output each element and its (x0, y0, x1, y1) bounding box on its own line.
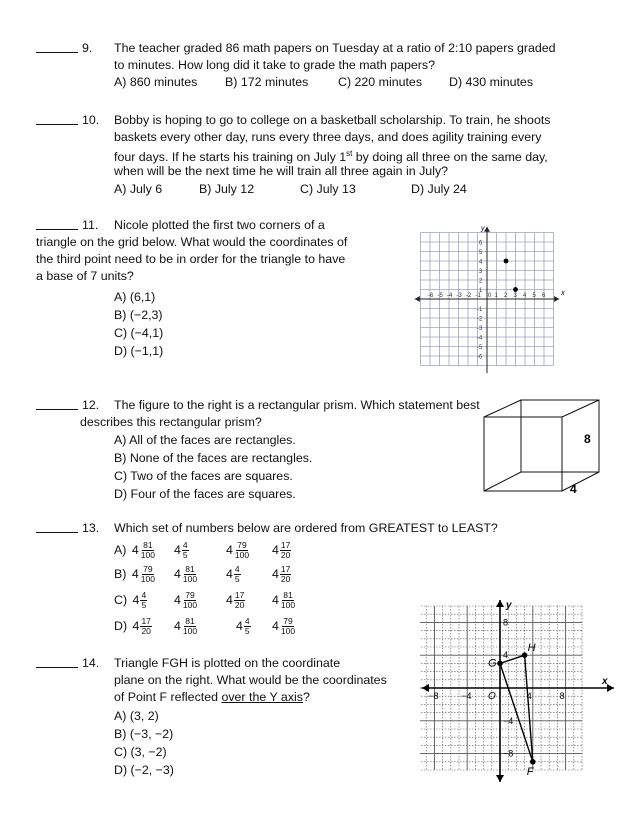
x-tick-label: 0 (488, 293, 492, 299)
prism-front-face (484, 417, 562, 491)
choice-b[interactable]: B) (−3, −2) (114, 727, 174, 741)
point-label-f: F (526, 765, 534, 778)
y-axis-arrow (484, 227, 490, 232)
choice-c[interactable]: C) Two of the faces are squares. (114, 469, 293, 483)
x-tick-label: 8 (559, 691, 565, 701)
y-axis-label: y (506, 600, 512, 611)
x-tick-label: 1 (494, 293, 498, 299)
x-tick-label: -3 (456, 293, 462, 299)
choice-a[interactable]: A) 860 minutes (114, 75, 198, 89)
x-tick-label: 3 (513, 293, 517, 299)
x-tick-label: -6 (428, 293, 434, 299)
point-label-g: G (488, 657, 497, 670)
y-tick-label: 8 (503, 617, 509, 628)
answer-blank[interactable] (36, 40, 78, 57)
y-tick-label: -4 (477, 335, 483, 342)
choice-a-term: 4 $\frac{4}{5}$ (174, 540, 188, 561)
plotted-point (504, 259, 509, 264)
y-axis-label: y (481, 225, 485, 233)
x-tick-label: −4 (461, 691, 472, 701)
choice-b-term: 4 $\frac{4}{5}$ (226, 564, 240, 585)
choice-b-term: 4 $\frac{17}{20}$ (272, 564, 291, 585)
choice-d[interactable]: D) July 24 (411, 182, 467, 196)
rectangular-prism-figure (480, 396, 606, 500)
question-number: 14. (82, 656, 100, 670)
choice-a[interactable]: A) July 6 (114, 182, 163, 196)
y-axis-arrow (496, 600, 504, 607)
y-tick-label: 2 (479, 278, 483, 285)
x-axis-arrow (554, 296, 559, 302)
choice-d[interactable]: D) (−1,1) (114, 344, 164, 358)
x-tick-label: 6 (542, 293, 546, 299)
choice-b[interactable]: B) July 12 (199, 182, 255, 196)
x-tick-label: −8 (428, 691, 439, 701)
x-tick-label: 5 (532, 293, 536, 299)
answer-blank[interactable] (36, 655, 78, 672)
question-text: baskets every other day, runs every three days, and does agility training every (114, 130, 542, 144)
x-tick-label: 4 (523, 293, 527, 299)
choice-c-term: 4 $\frac{81}{100}$ (272, 590, 296, 611)
question-text: plane on the right. What would be the coordinates (114, 673, 387, 687)
y-tick-label: 1 (479, 288, 483, 294)
y-tick-label: 3 (479, 269, 483, 275)
origin-label: O (488, 691, 496, 702)
choice-d-term: 4 $\frac{4}{5}$ (236, 616, 250, 637)
choice-c[interactable]: C) July 13 (300, 182, 356, 196)
choice-d[interactable]: D) 430 minutes (449, 75, 534, 89)
y-tick-label: -1 (477, 307, 483, 313)
y-tick-label: -2 (477, 316, 483, 323)
y-tick-label: -6 (477, 354, 483, 361)
choice-b[interactable]: B) 172 minutes (225, 75, 309, 89)
choice-b[interactable]: B) 4 $\frac{79}{100}$ (114, 564, 155, 585)
answer-blank[interactable] (36, 520, 78, 537)
point-f (530, 759, 536, 765)
choice-a[interactable]: A) (3, 2) (114, 709, 159, 723)
question-text: to minutes. How long did it take to grade the math papers? (114, 58, 435, 72)
question-number: 13. (82, 521, 100, 535)
choice-b-term: 4 $\frac{81}{100}$ (174, 564, 198, 585)
choice-c-term: 4 $\frac{79}{100}$ (174, 590, 198, 611)
y-tick-label: 4 (503, 650, 509, 661)
x-tick-label: 2 (504, 293, 508, 299)
question-text: a base of 7 units? (36, 269, 134, 283)
choice-d-term: 4 $\frac{79}{100}$ (272, 616, 296, 637)
question-number: 12. (82, 398, 100, 412)
x-tick-label: -2 (466, 293, 472, 299)
y-tick-label: 5 (479, 250, 483, 256)
choice-c[interactable]: C) 220 minutes (338, 75, 423, 89)
choice-a[interactable]: A) 4 $\frac{81}{100}$ (114, 540, 155, 561)
point-label-h: H (527, 642, 536, 655)
question-number: 10. (82, 113, 100, 127)
answer-blank[interactable] (36, 217, 78, 234)
y-tick-label: −4 (503, 715, 514, 726)
choice-b[interactable]: B) (−2,3) (114, 308, 163, 322)
x-axis-label: x (561, 290, 565, 297)
choice-d[interactable]: D) (−2, −3) (114, 763, 174, 777)
y-tick-label: -5 (477, 345, 483, 351)
choice-c[interactable]: C) (3, −2) (114, 745, 167, 759)
plotted-point (513, 287, 518, 292)
x-axis-label: x (602, 676, 608, 687)
y-tick-label: −8 (503, 748, 514, 759)
y-tick-label: 6 (479, 240, 483, 247)
x-tick-label: -5 (437, 293, 443, 299)
coordinate-plane-q14 (420, 598, 616, 784)
question-text: the third point need to be in order for the triangle to have (36, 252, 346, 266)
choice-d-term: 4 $\frac{81}{100}$ (174, 616, 198, 637)
y-axis-arrow (496, 775, 504, 782)
question-text: when will be the next time he will train all three again in July? (114, 164, 449, 178)
question-number: 11. (82, 218, 99, 232)
choice-c[interactable]: C) 4 $\frac{4}{5}$ (114, 590, 147, 611)
question-text: The figure to the right is a rectangular prism. Which statement best (114, 398, 480, 412)
coordinate-grid-q11 (390, 213, 586, 385)
answer-blank[interactable] (36, 397, 78, 414)
x-tick-label: -4 (447, 293, 453, 299)
x-tick-label: 4 (526, 691, 532, 701)
question-text: describes this rectangular prism? (80, 415, 262, 429)
question-text: Nicole plotted the first two corners of a (114, 218, 325, 232)
choice-c-term: 4 $\frac{17}{20}$ (226, 590, 245, 611)
x-tick-label: -1 (475, 293, 481, 299)
question-text: Triangle FGH is plotted on the coordinate (114, 656, 341, 670)
question-text: of Point F reflected over the Y axis? (114, 690, 310, 704)
x-axis-arrow (607, 684, 614, 692)
question-text: Which set of numbers below are ordered from GREATEST to LEAST? (114, 521, 498, 535)
choice-a-term: 4 $\frac{17}{20}$ (272, 540, 291, 561)
choice-c[interactable]: C) (−4,1) (114, 326, 164, 340)
choice-a[interactable]: A) (6,1) (114, 290, 156, 304)
choice-a[interactable]: A) All of the faces are rectangles. (114, 433, 296, 447)
y-tick-label: -3 (477, 326, 483, 332)
x-axis-arrow (415, 296, 420, 302)
question-text: Bobby is hoping to go to college on a basketball scholarship. To train, he shoots (114, 113, 551, 127)
question-text: The teacher graded 86 math papers on Tuesday at a ratio of 2:10 papers graded (114, 41, 556, 55)
point-g (497, 661, 503, 667)
point-h (522, 652, 528, 658)
choice-b[interactable]: B) None of the faces are rectangles. (114, 451, 313, 465)
choice-a-term: 4 $\frac{79}{100}$ (226, 540, 250, 561)
prism-height-label: 8 (584, 432, 591, 446)
y-tick-label: 4 (479, 259, 483, 266)
choice-d[interactable]: D) 4 $\frac{17}{20}$ (114, 616, 151, 637)
prism-depth-label: 4 (570, 482, 577, 496)
question-text: triangle on the grid below. What would the coordinates of (36, 235, 348, 249)
answer-blank[interactable] (36, 112, 78, 129)
question-number: 9. (82, 41, 93, 55)
choice-d[interactable]: D) Four of the faces are squares. (114, 487, 296, 501)
question-text: four days. If he starts his training on July 1st by doing all three on the same day, (114, 149, 548, 165)
